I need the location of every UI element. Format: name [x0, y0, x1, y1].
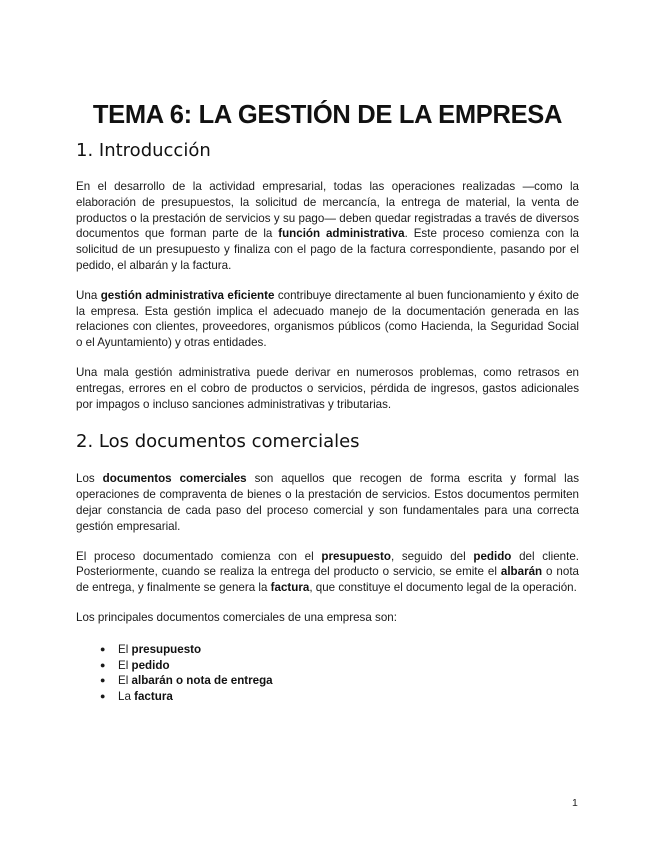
paragraph-intro-2: [76, 288, 579, 351]
paragraph-text: , seguido del: [390, 549, 474, 563]
bold-term: albarán: [500, 565, 543, 579]
paragraph-intro-3: [76, 365, 579, 412]
section-heading-documentos-comerciales: 2. Los documentos comerciales: [76, 431, 360, 453]
bullet-text: La: [118, 690, 135, 704]
paragraph-docs-1: [76, 471, 579, 534]
section-heading-introduccion: 1. Introducción: [76, 140, 211, 161]
paragraph-text: , que constituye el documento legal de la operación.: [309, 581, 577, 595]
bullet-dot-icon: ●: [100, 675, 106, 686]
bullet-text: El: [118, 658, 132, 672]
paragraph-text: son aquellos que recogen de forma escrita y formal las operaciones de compraventa de bienes o la prestación de servicios. Estos documentos permiten dejar constancia de cada paso del proceso comercial y son fundamentales para una correcta gestión empresarial.: [76, 472, 579, 533]
bullet-dot-icon: ●: [100, 691, 106, 702]
paragraph-text: Una mala gestión administrativa puede derivar en numerosos problemas, como retrasos en entregas, errores en el cobro de productos o servicios, pérdida de ingresos, gastos adicionales por impagos o incluso sanciones administrativas y tributarias.: [76, 365, 579, 411]
bullet-bold: albarán o nota de entrega: [131, 674, 273, 688]
bullet-item-albaran: [100, 673, 579, 689]
document-page: [76, 98, 579, 705]
page-number: 1: [572, 797, 578, 809]
bullet-dot-icon: ●: [100, 643, 106, 654]
bullet-list-documentos: [76, 642, 579, 705]
paragraph-text: . Este proceso comienza con la solicitud de un presupuesto y finaliza con el pago de la factura correspondiente, pasando por el pedido, el albarán y la factura.: [76, 227, 580, 272]
bold-term: función administrativa: [278, 227, 405, 241]
paragraph-docs-2: [76, 549, 579, 596]
bullet-bold: factura: [134, 690, 173, 704]
bold-term: gestión administrativa eficiente: [100, 288, 275, 302]
bullet-item-pedido: [100, 658, 579, 674]
bold-term: pedido: [473, 549, 512, 563]
paragraph-text: En el desarrollo de la actividad empresarial, todas las operaciones realizadas —como la elaboración de presupuestos, la solicitud de mercancía, la entrega de material, la venta de productos o la prestación de servicios y su pago— deben quedar registradas a través de diversos documentos que forman parte de la: [76, 180, 579, 241]
bullet-text: El: [118, 674, 132, 688]
bullet-item-factura: [100, 689, 579, 705]
bullet-item-presupuesto: [100, 642, 579, 658]
document-title: TEMA 6: LA GESTIÓN DE LA EMPRESA: [92, 101, 563, 129]
bold-term: presupuesto: [321, 549, 391, 563]
bullet-bold: presupuesto: [131, 642, 202, 656]
paragraph-text: contribuye directamente al buen funcionamiento y éxito de la empresa. Esta gestión implica el adecuado manejo de la documentación generada en las relaciones con clientes, proveedores, organismos públicos (como Hacienda, la Seguridad Social o el Ayuntamiento) y otras entidades.: [76, 288, 579, 350]
paragraph-intro-1: [76, 179, 579, 274]
bold-term: documentos comerciales: [102, 472, 247, 486]
paragraph-text: Los principales documentos comerciales de una empresa son:: [76, 610, 397, 624]
paragraph-text: El proceso documentado comienza con el: [76, 549, 322, 563]
bullet-bold: pedido: [131, 658, 170, 672]
bold-term: factura: [270, 581, 310, 595]
paragraph-text: del cliente. Posteriormente, cuando se realiza la entrega del producto o servicio, se emite el: [76, 549, 579, 579]
bullet-text: El: [118, 642, 132, 656]
bullet-dot-icon: ●: [100, 659, 106, 670]
paragraph-text: o nota de entrega, y finalmente se genera la: [76, 565, 579, 595]
paragraph-docs-3: [76, 610, 579, 626]
paragraph-text: Una: [76, 288, 101, 302]
paragraph-text: Los: [76, 472, 103, 486]
